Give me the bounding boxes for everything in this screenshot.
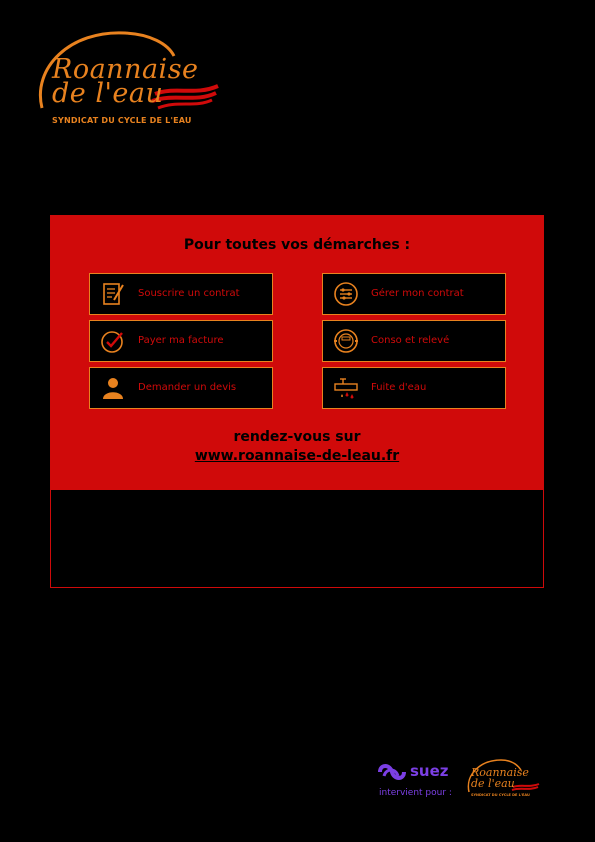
footer-logo-line1: Roannaise (471, 766, 529, 779)
tile-label: Conso et relevé (371, 335, 450, 346)
logo-text-line2: de l'eau (52, 78, 164, 109)
water-meter-icon (333, 328, 359, 354)
tile-gerer-contrat[interactable] (322, 273, 506, 315)
tile-label: Fuite d'eau (371, 382, 427, 393)
panel-title: Pour toutes vos démarches : (183, 237, 411, 253)
panel-red-area (51, 216, 543, 490)
website-link[interactable]: www.roannaise-de-leau.fr (194, 448, 400, 464)
tile-demander-devis[interactable] (89, 367, 273, 409)
main-logo (30, 28, 230, 128)
leaking-pipe-icon (333, 375, 359, 401)
tile-label: Payer ma facture (138, 335, 224, 346)
sliders-icon (333, 281, 359, 307)
tile-fuite-eau[interactable] (322, 367, 506, 409)
tile-conso-releve[interactable] (322, 320, 506, 362)
tile-label: Souscrire un contrat (138, 288, 240, 299)
services-panel (50, 215, 544, 588)
footer-logo (465, 758, 545, 802)
suez-wordmark: suez (410, 762, 449, 780)
tile-souscrire-contrat[interactable] (89, 273, 273, 315)
tile-payer-facture[interactable] (89, 320, 273, 362)
footer-brand-area (378, 758, 548, 808)
document-pen-icon (100, 281, 126, 307)
person-icon (100, 375, 126, 401)
footer-logo-subtitle: SYNDICAT DU CYCLE DE L'EAU (471, 793, 530, 797)
suez-logo-icon (378, 762, 408, 782)
intervient-pour-text: intervient pour : (379, 788, 452, 798)
check-circle-icon (100, 328, 126, 354)
logo-subtitle: SYNDICAT DU CYCLE DE L'EAU (52, 116, 192, 125)
logo-text-line1: Roannaise (52, 54, 199, 85)
footer-logo-line2: de l'eau (471, 777, 515, 790)
tile-label: Demander un devis (138, 382, 237, 393)
cta-text: rendez-vous sur (233, 429, 361, 445)
tile-label: Gérer mon contrat (371, 288, 464, 299)
